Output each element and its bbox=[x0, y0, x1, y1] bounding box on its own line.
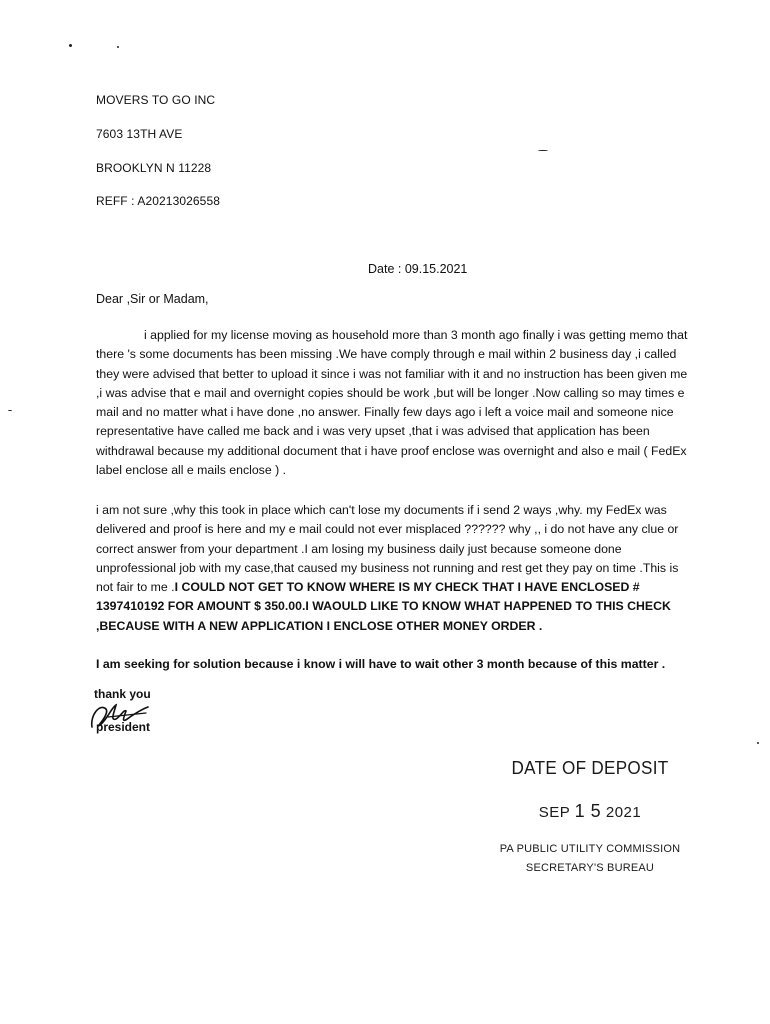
signoff: thank you bbox=[94, 687, 151, 701]
paragraph-2-text: i am not sure ,why this took in place which can't lose my documents if i send 2 ways ,why. my FedEx was delivered and proof is here and my e mail could not ever misplaced ?????? why ,, i do not have any clue or correct answer from your department .I am losing my business daily just because someone done unprofessional job with my case,that caused my business not running and rest get they pay on time .This is not fair to me . bbox=[96, 503, 679, 595]
scan-speck bbox=[538, 150, 548, 151]
letter-date: Date : 09.15.2021 bbox=[368, 262, 468, 276]
scan-speck bbox=[69, 44, 72, 47]
salutation: Dear ,Sir or Madam, bbox=[96, 292, 209, 306]
scan-speck bbox=[117, 46, 119, 48]
scan-speck bbox=[757, 742, 759, 744]
check-inquiry-text: I COULD NOT GET TO KNOW WHERE IS MY CHECK THAT I HAVE ENCLOSED # 1397410192 FOR AMOUNT $ 350.00.I WAOULD LIKE TO KNOW WHAT HAPPENED TO THIS CHECK ,BECAUSE WITH A NEW APPLICATION I ENCLOSE OTHER MONEY ORDER . bbox=[96, 580, 671, 633]
scan-speck bbox=[8, 410, 12, 411]
stamp-heading: DATE OF DEPOSIT bbox=[511, 758, 669, 778]
deposit-stamp bbox=[470, 758, 710, 878]
stamp-year: 2021 bbox=[605, 804, 642, 821]
sender-city: BROOKLYN N 11228 bbox=[96, 161, 212, 175]
signer-title: president bbox=[96, 720, 151, 734]
reference-number: REFF : A20213026558 bbox=[96, 194, 220, 208]
body-paragraph-2 bbox=[96, 501, 696, 636]
sender-street: 7603 13TH AVE bbox=[96, 127, 183, 141]
body-paragraph-1: i applied for my license moving as household more than 3 month ago finally i was getting memo that there 's some documents has been missing .We have comply through e mail within 2 business day ,i called they were advised that better to upload it since i was not familiar with it and no instruction has been given me ,i was advise that e mail and overnight copies should be work ,but will be longer .Now calling so may times e mail and no matter what i have done ,no answer. Finally few days ago i left a voice mail and someone nice representative have called me back and i was very upset ,that i was advised that application has been withdrawal because my additional document that i have proof enclose was overnight and also e mail ( FedEx label enclose all e mails enclose ) . bbox=[96, 328, 688, 478]
stamp-org-line-1: PA PUBLIC UTILITY COMMISSION bbox=[499, 843, 681, 855]
stamp-month: SEP bbox=[538, 804, 570, 821]
stamp-date bbox=[470, 801, 710, 822]
body-paragraph-3: I am seeking for solution because i know i will have to wait other 3 month because of this matter . bbox=[96, 657, 666, 671]
sender-company: MOVERS TO GO INC bbox=[96, 93, 216, 107]
stamp-organization bbox=[470, 840, 710, 878]
stamp-day: 1 5 bbox=[574, 801, 602, 821]
stamp-org-line-2: SECRETARY'S BUREAU bbox=[525, 862, 655, 874]
